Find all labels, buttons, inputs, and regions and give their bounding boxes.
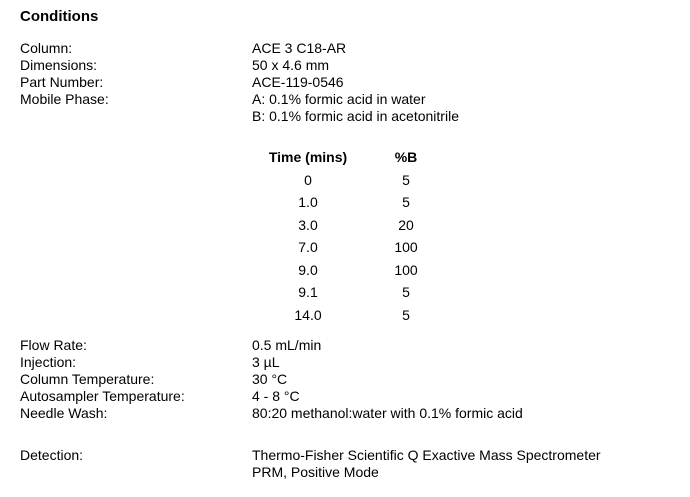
gradient-percent-b-cell: 5 xyxy=(402,284,410,300)
gradient-time-cell: 9.0 xyxy=(298,261,318,278)
condition-label: Dimensions: xyxy=(20,57,98,73)
condition-value: 50 x 4.6 mm xyxy=(252,57,330,73)
gradient-table-row xyxy=(252,281,448,304)
condition-value: 30 °C xyxy=(252,371,288,387)
condition-value: PRM, Positive Mode xyxy=(252,464,379,480)
condition-label: Autosampler Temperature: xyxy=(20,388,185,404)
condition-label: Mobile Phase: xyxy=(20,91,109,107)
run-parameters-block xyxy=(20,337,690,422)
condition-label xyxy=(20,108,252,125)
condition-label: Part Number: xyxy=(20,74,104,90)
condition-row-dimensions xyxy=(20,57,690,74)
condition-value: 3 µL xyxy=(252,354,280,370)
gradient-table-row xyxy=(252,236,448,259)
condition-row-autosampler-temperature xyxy=(20,388,690,405)
gradient-time-cell: 1.0 xyxy=(298,194,318,210)
condition-label: Injection: xyxy=(20,354,77,370)
gradient-percent-b-cell: 5 xyxy=(402,171,410,188)
gradient-col-header-time: Time (mins) xyxy=(268,149,348,165)
gradient-percent-b-cell: 5 xyxy=(402,194,410,210)
condition-value: Thermo-Fisher Scientific Q Exactive Mass Spectrometer xyxy=(252,447,601,463)
gradient-percent-b-cell: 20 xyxy=(398,216,414,233)
condition-row-injection xyxy=(20,354,690,371)
condition-value: 0.5 mL/min xyxy=(252,337,322,353)
condition-label: Flow Rate: xyxy=(20,337,87,353)
gradient-time-cell: 7.0 xyxy=(298,239,318,255)
gradient-time-cell: 0 xyxy=(304,171,312,188)
page-title: Conditions xyxy=(20,8,99,25)
gradient-table xyxy=(252,146,448,326)
condition-row-detection xyxy=(20,447,690,464)
condition-value: A: 0.1% formic acid in water xyxy=(252,91,426,107)
condition-row-mobile-phase-b xyxy=(20,108,690,125)
condition-label: Detection: xyxy=(20,447,84,463)
condition-value: 4 - 8 °C xyxy=(252,388,300,404)
gradient-time-cell: 14.0 xyxy=(294,306,322,323)
gradient-percent-b-cell: 100 xyxy=(394,239,418,255)
column-parameters-block xyxy=(20,40,690,125)
condition-row-column-temperature xyxy=(20,371,690,388)
gradient-percent-b-cell: 5 xyxy=(402,306,410,323)
condition-label: Needle Wash: xyxy=(20,405,108,421)
gradient-percent-b-cell: 100 xyxy=(394,261,418,278)
condition-value: B: 0.1% formic acid in acetonitrile xyxy=(252,108,459,124)
condition-row-detection-mode xyxy=(20,464,690,481)
gradient-time-cell: 3.0 xyxy=(298,216,318,233)
condition-row-needle-wash xyxy=(20,405,690,422)
condition-value: ACE 3 C18-AR xyxy=(252,40,347,56)
detection-block xyxy=(20,447,690,481)
condition-label xyxy=(20,464,252,481)
condition-label: Column Temperature: xyxy=(20,371,155,387)
gradient-table-row xyxy=(252,169,448,192)
condition-row-column xyxy=(20,40,690,57)
condition-value: 80:20 methanol:water with 0.1% formic acid xyxy=(252,405,523,421)
gradient-table-header-row xyxy=(252,146,448,169)
condition-row-mobile-phase-a xyxy=(20,91,690,108)
gradient-table-row xyxy=(252,191,448,214)
gradient-table-row xyxy=(252,259,448,282)
condition-row-flow-rate xyxy=(20,337,690,354)
condition-label: Column: xyxy=(20,40,73,56)
gradient-col-header-percent-b: %B xyxy=(394,149,418,165)
condition-row-part-number xyxy=(20,74,690,91)
gradient-table-row xyxy=(252,214,448,237)
gradient-table-row xyxy=(252,304,448,327)
condition-value: ACE-119-0546 xyxy=(252,74,344,90)
gradient-time-cell: 9.1 xyxy=(298,284,318,300)
